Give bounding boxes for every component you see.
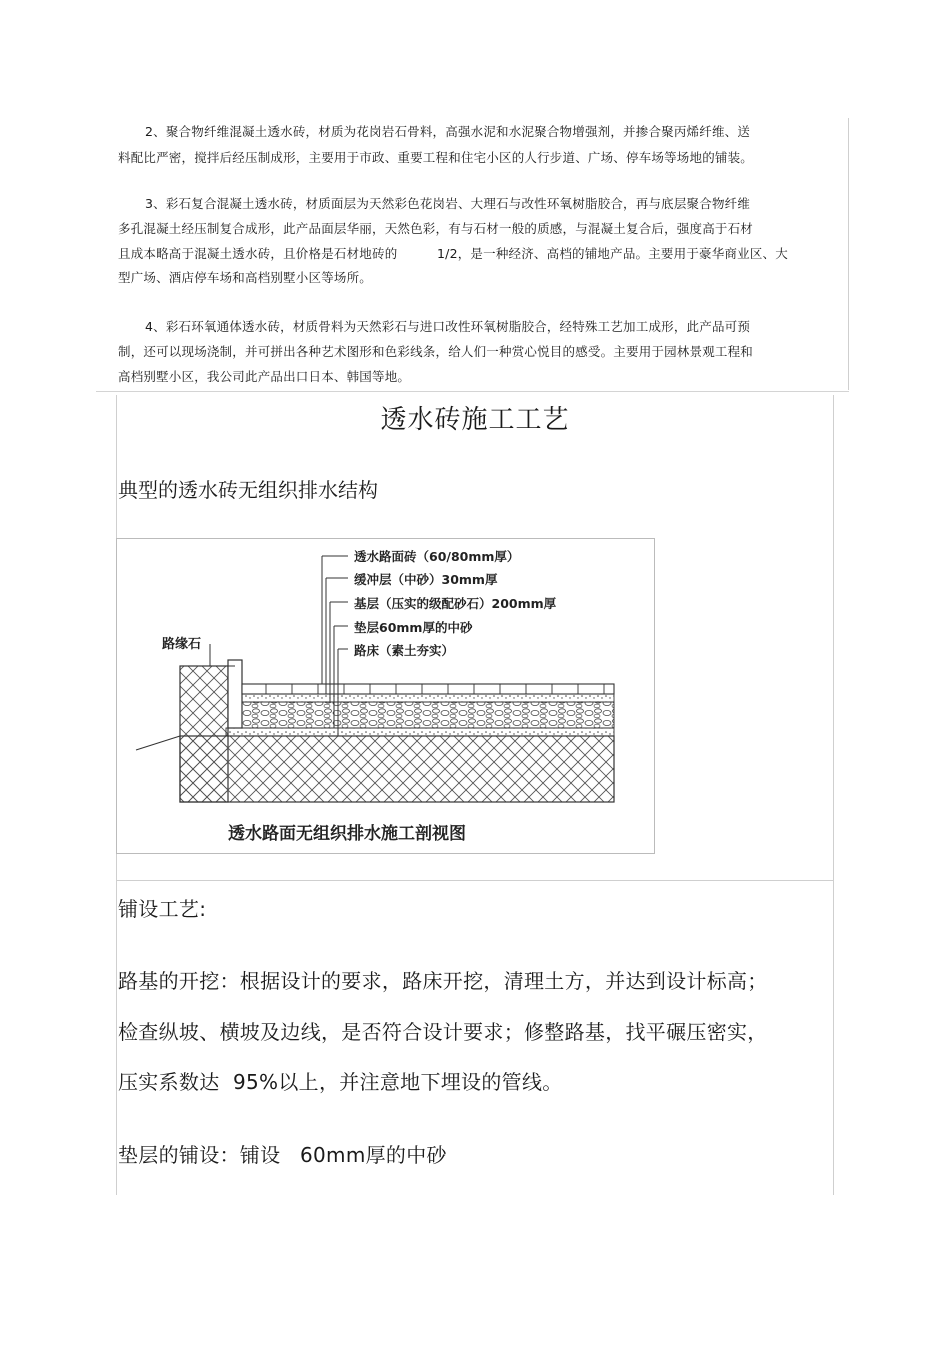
para2-line1: 2、聚合物纤维混凝土透水砖，材质为花岗岩石骨料，高强水泥和水泥聚合物增强剂，并掺合聚丙烯纤维、送 — [145, 124, 751, 139]
para2-line2: 料配比严密，搅拌后经压制成形，主要用于市政、重要工程和住宅小区的人行步道、广场、停车场等场地的铺装。 — [118, 150, 754, 165]
layer-sand-cushion — [242, 694, 614, 702]
process-line-3a: 压实系数达 — [118, 1070, 220, 1094]
top-bottom-rule — [96, 391, 849, 392]
diagram-caption: 透水路面无组织排水施工剖视图 — [228, 824, 466, 844]
para3-line2: 多孔混凝土经压制复合成形，此产品面层华丽，天然色彩，有与石材一般的质感，与混凝土复合后，强度高于石材 — [118, 221, 754, 236]
section-subtitle: 典型的透水砖无组织排水结构 — [118, 478, 378, 502]
label-sand-bedding: 垫层60mm厚的中砂 — [354, 620, 473, 635]
para3-line3a: 且成本略高于混凝土透水砖，且价格是石材地砖的 — [118, 246, 398, 261]
para3-line1: 3、彩石复合混凝土透水砖，材质面层为天然彩色花岗岩、大理石与改性环氧树脂胶合，再与底层聚合物纤维 — [145, 196, 751, 211]
frame-middle-rule — [116, 880, 834, 881]
label-subgrade: 路床（素土夯实） — [354, 643, 455, 658]
section-title: 透水砖施工工艺 — [380, 405, 570, 435]
process-line-2: 检查纵坡、横坡及边线，是否符合设计要求；修整路基，找平碾压密实， — [118, 1020, 768, 1044]
process-line-4b: 60mm厚的中砂 — [300, 1143, 447, 1167]
process-line-1: 路基的开挖：根据设计的要求，路床开挖，清理土方，并达到设计标高； — [118, 969, 768, 993]
process-heading: 铺设工艺: — [118, 897, 207, 921]
para4-line1: 4、彩石环氧通体透水砖，材质骨料为天然彩石与进口改性环氧树脂胶合，经特殊工艺加工成形，此产品可预 — [145, 319, 751, 334]
curb-stone — [228, 660, 242, 728]
label-gravel-base: 基层（压实的级配砂石）200mm厚 — [354, 596, 557, 611]
layer-gravel-base — [242, 702, 614, 728]
process-line-3b: 95%以上，并注意地下埋设的管线。 — [233, 1070, 563, 1094]
frame-right-rule — [833, 395, 834, 1195]
para4-line2: 制，还可以现场浇制，并可拼出各种艺术图形和色彩线条，给人们一种赏心悦目的感受。主要用于园林景观工程和 — [118, 344, 754, 359]
para3-line3b: 1/2，是一种经济、高档的铺地产品。主要用于豪华商业区、大 — [437, 246, 788, 261]
para3-line4: 型广场、酒店停车场和高档别墅小区等场所。 — [118, 270, 373, 285]
layer-subgrade-soil — [180, 736, 614, 802]
layer-paving-brick — [242, 684, 614, 694]
label-paving-brick: 透水路面砖（60/80mm厚） — [354, 549, 520, 564]
process-line-4a: 垫层的铺设：铺设 — [118, 1143, 281, 1167]
top-right-rule — [848, 118, 849, 390]
para4-line3: 高档别墅小区，我公司此产品出口日本、韩国等地。 — [118, 369, 411, 384]
label-sand-cushion: 缓冲层（中砂）30mm厚 — [354, 572, 498, 587]
label-curb-stone: 路缘石 — [162, 637, 202, 652]
layer-sand-bedding — [226, 728, 614, 736]
pavement-cross-section-diagram — [116, 538, 656, 854]
